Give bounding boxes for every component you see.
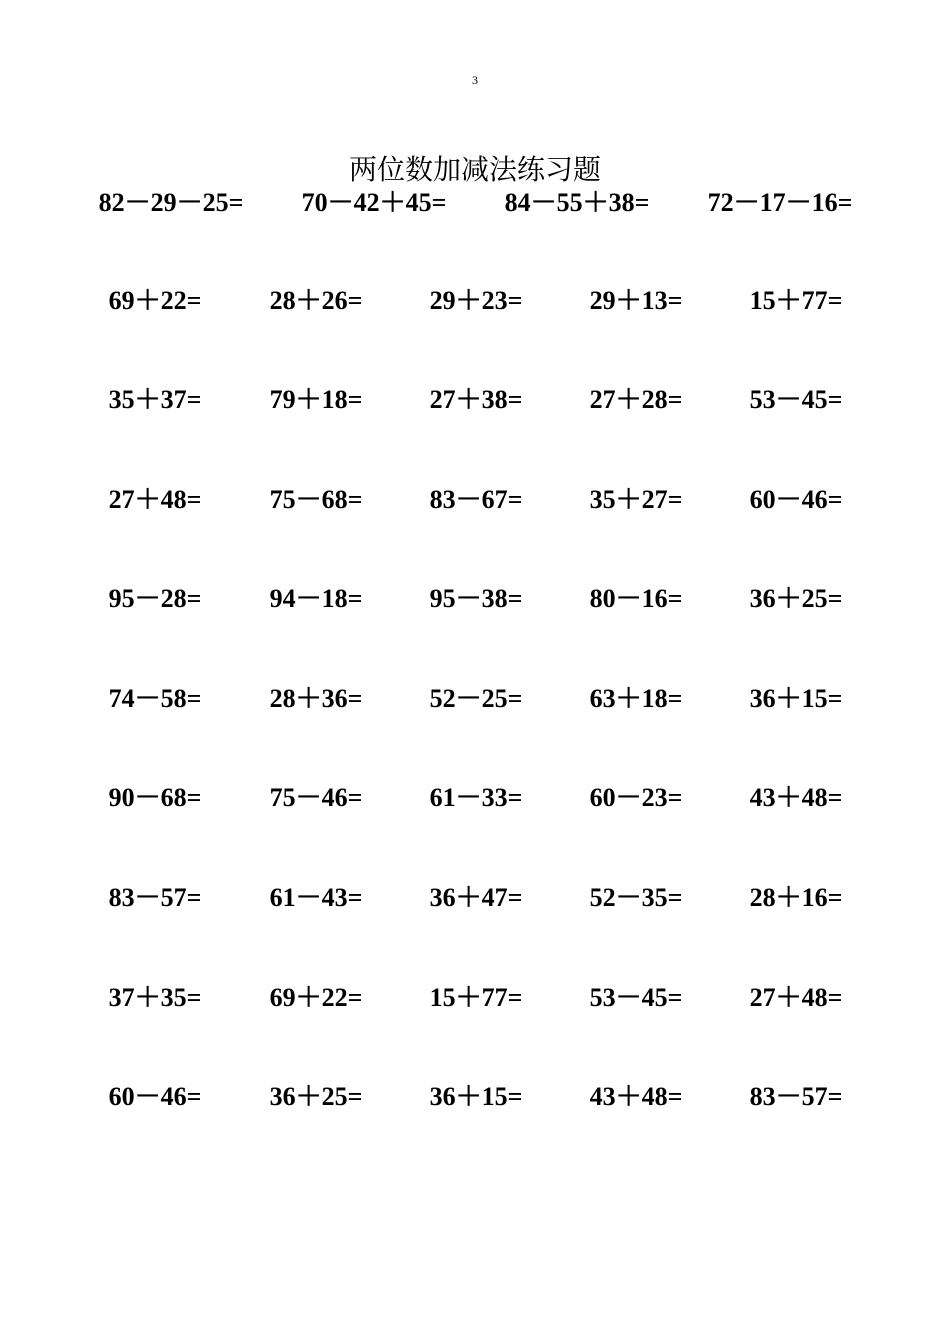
problem: 36＋25= [269,1082,363,1111]
problem: 82－29－25= [98,188,244,217]
problem: 83－57= [749,1082,843,1111]
problem: 43＋48= [749,783,843,812]
problem: 94－18= [269,584,363,613]
problem: 72－17－16= [707,188,853,217]
problem-row [0,580,950,618]
problem: 95－38= [429,584,523,613]
page-number: 3 [472,73,478,87]
problem: 79＋18= [269,385,363,414]
problem: 84－55＋38= [504,188,650,217]
page-title: 两位数加减法练习题 [348,152,601,186]
problem: 63＋18= [589,684,683,713]
problem: 36＋15= [749,684,843,713]
problem: 28＋36= [269,684,363,713]
problem: 69＋22= [269,983,363,1012]
problem: 27＋38= [429,385,523,414]
problem-row [0,1078,950,1116]
problem-row [0,282,950,320]
problem: 52－35= [589,883,683,912]
problem: 83－67= [429,485,523,514]
problem: 61－43= [269,883,363,912]
problem: 74－58= [108,684,202,713]
problem: 53－45= [749,385,843,414]
three-step-problem-row [0,184,950,222]
problem: 35＋37= [108,385,202,414]
problem: 60－46= [749,485,843,514]
problem: 70－42＋45= [301,188,447,217]
problem: 75－68= [269,485,363,514]
problem: 29＋13= [589,286,683,315]
problem: 27＋28= [589,385,683,414]
problem: 61－33= [429,783,523,812]
problem: 28＋26= [269,286,363,315]
problem: 80－16= [589,584,683,613]
problem: 29＋23= [429,286,523,315]
problem: 28＋16= [749,883,843,912]
problem-row [0,481,950,519]
problem-row [0,979,950,1017]
problem: 69＋22= [108,286,202,315]
problem: 15＋77= [749,286,843,315]
problem: 60－23= [589,783,683,812]
problem: 75－46= [269,783,363,812]
problem: 15＋77= [429,983,523,1012]
problem: 60－46= [108,1082,202,1111]
problem-row [0,779,950,817]
problem: 35＋27= [589,485,683,514]
problem-row [0,680,950,718]
problem: 43＋48= [589,1082,683,1111]
problem: 53－45= [589,983,683,1012]
problem: 36＋15= [429,1082,523,1111]
problem: 83－57= [108,883,202,912]
problem: 52－25= [429,684,523,713]
problem: 27＋48= [749,983,843,1012]
problem: 90－68= [108,783,202,812]
problem: 36＋25= [749,584,843,613]
problem: 36＋47= [429,883,523,912]
problem: 95－28= [108,584,202,613]
problem-row [0,879,950,917]
problem: 27＋48= [108,485,202,514]
problem: 37＋35= [108,983,202,1012]
problem-row [0,381,950,419]
